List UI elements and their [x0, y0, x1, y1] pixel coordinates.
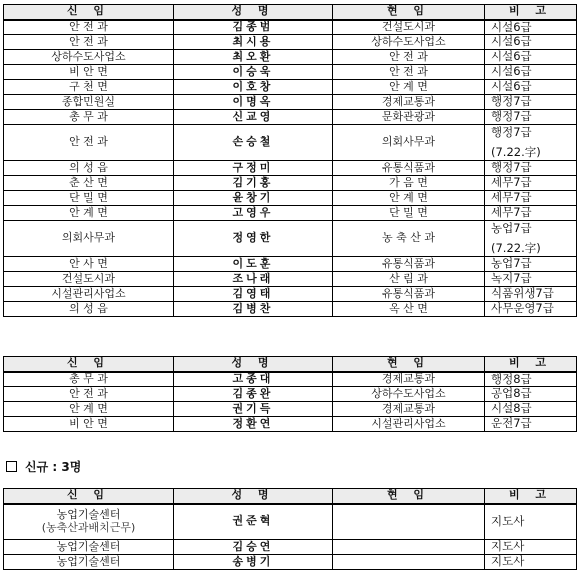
- cell-new-post: 농업기술센터 (농축산과배치근무): [4, 504, 174, 540]
- cell-new-post: 의회사무과: [4, 221, 174, 257]
- cell-note: 행정7급 (7.22.字): [485, 125, 577, 161]
- cell-note: 시설6급: [485, 80, 577, 95]
- table-row: [4, 504, 577, 540]
- cell-current-post: 농 축 산 과: [333, 221, 485, 257]
- cell-name: 이도훈: [174, 257, 333, 272]
- cell-name: 최오환: [174, 50, 333, 65]
- cell-note: 녹지7급: [485, 272, 577, 287]
- table-row: [4, 161, 577, 176]
- cell-name: 김승연: [174, 540, 333, 555]
- cell-name: 조나래: [174, 272, 333, 287]
- cell-current-post: 옥 산 면: [333, 302, 485, 317]
- cell-note: 식품위생7급: [485, 287, 577, 302]
- table-row: [4, 95, 577, 110]
- cell-current-post: 유통식품과: [333, 161, 485, 176]
- header-note: 비 고: [485, 5, 577, 20]
- header-current-post: 현 임: [333, 357, 485, 372]
- cell-new-post: 의 성 읍: [4, 161, 174, 176]
- cell-current-post: 안 계 면: [333, 80, 485, 95]
- cell-current-post: 유통식품과: [333, 257, 485, 272]
- cell-new-post: 비 안 면: [4, 65, 174, 80]
- cell-note: 세무7급: [485, 191, 577, 206]
- cell-note: 지도사: [485, 504, 577, 540]
- cell-new-post: 시설관리사업소: [4, 287, 174, 302]
- cell-note: 지도사: [485, 540, 577, 555]
- cell-name: 이명옥: [174, 95, 333, 110]
- cell-new-post: 단 밀 면: [4, 191, 174, 206]
- table-row: [4, 50, 577, 65]
- cell-current-post: 경제교통과: [333, 402, 485, 417]
- cell-note: 공업8급: [485, 387, 577, 402]
- header-new-post: 신 임: [4, 489, 174, 504]
- cell-new-post: 춘 산 면: [4, 176, 174, 191]
- cell-new-post: 총 무 과: [4, 372, 174, 387]
- table-row: [4, 110, 577, 125]
- section-title-text: 신규 : 3명: [25, 460, 82, 474]
- header-name: 성 명: [174, 5, 333, 20]
- cell-current-post: 안 계 면: [333, 191, 485, 206]
- table-row: [4, 272, 577, 287]
- header-note: 비 고: [485, 357, 577, 372]
- cell-name: 김종완: [174, 387, 333, 402]
- table-row: [4, 402, 577, 417]
- cell-current-post: 산 림 과: [333, 272, 485, 287]
- table-row: [4, 125, 577, 161]
- table-row: [4, 417, 577, 432]
- cell-current-post: 건설도시과: [333, 20, 485, 35]
- cell-current-post: [333, 540, 485, 555]
- header-note: 비 고: [485, 489, 577, 504]
- cell-name: 고종대: [174, 372, 333, 387]
- table-row: [4, 555, 577, 570]
- cell-new-post: 농업기술센터: [4, 555, 174, 570]
- cell-name: 이호창: [174, 80, 333, 95]
- cell-current-post: 단 밀 면: [333, 206, 485, 221]
- cell-new-post: 안 사 면: [4, 257, 174, 272]
- table-row: [4, 257, 577, 272]
- cell-new-post: 안 전 과: [4, 387, 174, 402]
- transfer-table-8: [3, 356, 577, 432]
- cell-name: 윤창기: [174, 191, 333, 206]
- cell-current-post: 경제교통과: [333, 95, 485, 110]
- cell-name: 고영우: [174, 206, 333, 221]
- square-bullet-icon: [6, 461, 17, 472]
- table-row: [4, 302, 577, 317]
- table-row: [4, 221, 577, 257]
- header-current-post: 현 임: [333, 5, 485, 20]
- cell-current-post: 가 음 면: [333, 176, 485, 191]
- cell-current-post: 안 전 과: [333, 65, 485, 80]
- cell-new-post: 구 천 면: [4, 80, 174, 95]
- cell-name: 정환연: [174, 417, 333, 432]
- cell-note: 운전7급: [485, 417, 577, 432]
- cell-name: 최시용: [174, 35, 333, 50]
- cell-note: 농업7급 (7.22.字): [485, 221, 577, 257]
- table-row: [4, 540, 577, 555]
- cell-current-post: 의회사무과: [333, 125, 485, 161]
- cell-name: 송병기: [174, 555, 333, 570]
- table-row: [4, 387, 577, 402]
- cell-new-post: 안 계 면: [4, 206, 174, 221]
- cell-note: 시설6급: [485, 65, 577, 80]
- cell-current-post: [333, 504, 485, 540]
- cell-note: 세무7급: [485, 206, 577, 221]
- cell-current-post: 상하수도사업소: [333, 387, 485, 402]
- cell-name: 김기홍: [174, 176, 333, 191]
- cell-name: 이승욱: [174, 65, 333, 80]
- cell-note: 농업7급: [485, 257, 577, 272]
- cell-name: 김영태: [174, 287, 333, 302]
- header-name: 성 명: [174, 489, 333, 504]
- cell-new-post: 상하수도사업소: [4, 50, 174, 65]
- cell-note: 세무7급: [485, 176, 577, 191]
- cell-new-post: 종합민원실: [4, 95, 174, 110]
- cell-new-post: 안 전 과: [4, 20, 174, 35]
- table-row: [4, 35, 577, 50]
- cell-new-post: 건설도시과: [4, 272, 174, 287]
- transfer-table-6-7: [3, 4, 577, 317]
- cell-new-post: 비 안 면: [4, 417, 174, 432]
- cell-note: 사무운영7급: [485, 302, 577, 317]
- cell-current-post: 문화관광과: [333, 110, 485, 125]
- cell-current-post: 안 전 과: [333, 50, 485, 65]
- cell-note: 행정7급: [485, 110, 577, 125]
- cell-note: 행정7급: [485, 95, 577, 110]
- cell-new-post: 농업기술센터: [4, 540, 174, 555]
- table-row: [4, 287, 577, 302]
- cell-current-post: 상하수도사업소: [333, 35, 485, 50]
- table-row: [4, 176, 577, 191]
- cell-note: 행정8급: [485, 372, 577, 387]
- cell-note: 시설6급: [485, 50, 577, 65]
- cell-note: 지도사: [485, 555, 577, 570]
- cell-name: 손승철: [174, 125, 333, 161]
- cell-new-post: 의 성 읍: [4, 302, 174, 317]
- header-current-post: 현 임: [333, 489, 485, 504]
- cell-new-post: 안 전 과: [4, 35, 174, 50]
- cell-new-post: 안 전 과: [4, 125, 174, 161]
- cell-name: 권준혁: [174, 504, 333, 540]
- table-row: [4, 372, 577, 387]
- cell-note: 시설6급: [485, 35, 577, 50]
- cell-current-post: 경제교통과: [333, 372, 485, 387]
- header-new-post: 신 임: [4, 357, 174, 372]
- table-row: [4, 20, 577, 35]
- table-row: [4, 80, 577, 95]
- section-title-new-hires: [6, 458, 81, 475]
- header-new-post: 신 임: [4, 5, 174, 20]
- cell-name: 신교영: [174, 110, 333, 125]
- cell-name: 김병찬: [174, 302, 333, 317]
- cell-current-post: 유통식품과: [333, 287, 485, 302]
- table-row: [4, 206, 577, 221]
- cell-name: 정영한: [174, 221, 333, 257]
- table-row: [4, 191, 577, 206]
- cell-name: 구정미: [174, 161, 333, 176]
- header-name: 성 명: [174, 357, 333, 372]
- cell-current-post: [333, 555, 485, 570]
- cell-note: 시설6급: [485, 20, 577, 35]
- cell-note: 행정7급: [485, 161, 577, 176]
- new-hire-table: [3, 488, 577, 570]
- cell-name: 김종범: [174, 20, 333, 35]
- cell-new-post: 안 계 면: [4, 402, 174, 417]
- cell-name: 권기득: [174, 402, 333, 417]
- cell-note: 시설8급: [485, 402, 577, 417]
- cell-new-post: 총 무 과: [4, 110, 174, 125]
- table-row: [4, 65, 577, 80]
- cell-current-post: 시설관리사업소: [333, 417, 485, 432]
